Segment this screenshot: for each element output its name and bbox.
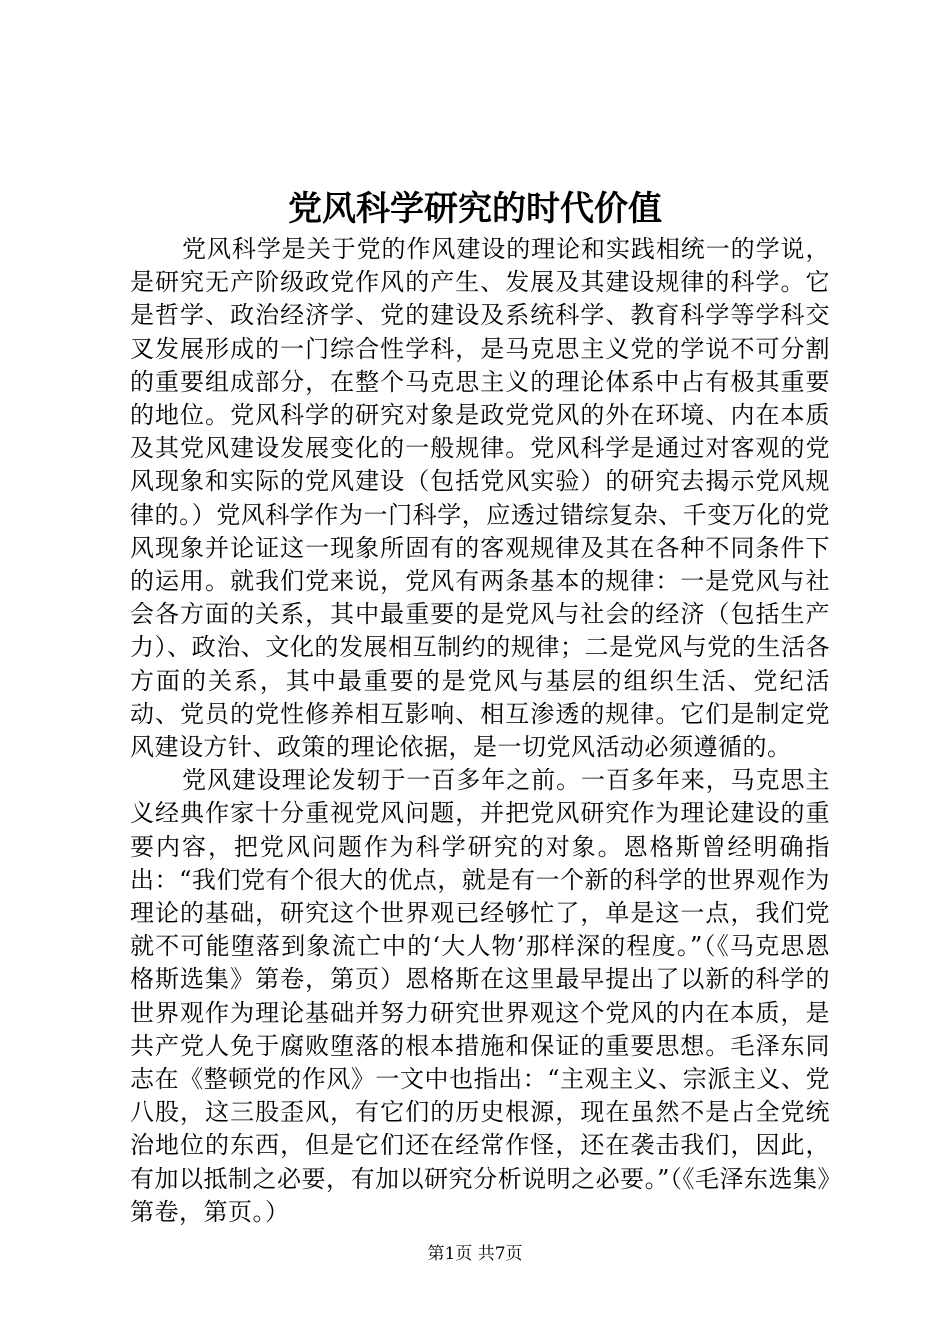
paragraph-1: 党风科学是关于党的作风建设的理论和实践相统一的学说，是研究无产阶级政党作风的产生、发展及其建设规律的科学。它是哲学、政治经济学、党的建设及系统科学、教育科学等学科交叉发展形成的一门综合性学科，是马克思主义党的学说不可分割的重要组成部分，在整个马克思主义的理论体系中占有极其重要的地位。党风科学的研究对象是政党党风的外在环境、内在本质及其党风建设发展变化的一般规律。党风科学是通过对客观的党风现象和实际的党风建设（包括党风实验）的研究去揭示党风规律的。）党风科学作为一门科学，应透过错综复杂、千变万化的党风现象并论证这一现象所固有的客观规律及其在各种不同条件下的运用。就我们党来说，党风有两条基本的规律：一是党风与社会各方面的关系，其中最重要的是党风与社会的经济（包括生产力）、政治、文化的发展相互制约的规律；二是党风与党的生活各方面的关系，其中最重要的是党风与基层的组织生活、党纪活动、党员的党性修养相互影响、相互渗透的规律。它们是制定党风建设方针、政策的理论依据，是一切党风活动必须遵循的。 — [130, 235, 830, 762]
document-title: 党风科学研究的时代价值 — [288, 189, 662, 229]
page-footer: 第1页 共7页 — [427, 1244, 523, 1264]
document-body — [130, 233, 830, 1229]
paragraph-2: 党风建设理论发轫于一百多年之前。一百多年来，马克思主义经典作家十分重视党风问题，并把党风研究作为理论建设的重要内容，把党风问题作为科学研究的对象。恩格斯曾经明确指出：“我们党有个很大的优点，就是有一个新的科学的世界观作为理论的基础，研究这个世界观已经够忙了，单是这一点，我们党就不可能堕落到象流亡中的‘大人物’那样深的程度。”（《马克思恩格斯选集》第卷，第页）恩格斯在这里最早提出了以新的科学的世界观作为理论基础并努力研究世界观这个党风的内在本质，是共产党人免于腐败堕落的根本措施和保证的重要思想。毛泽东同志在《整顿党的作风》一文中也指出：“主观主义、宗派主义、党八股，这三股歪风，有它们的历史根源，现在虽然不是占全党统治地位的东西，但是它们还在经常作怪，还在袭击我们，因此，有加以抵制之必要，有加以研究分析说明之必要。”（《毛泽东选集》第卷，第页。） — [130, 766, 830, 1226]
